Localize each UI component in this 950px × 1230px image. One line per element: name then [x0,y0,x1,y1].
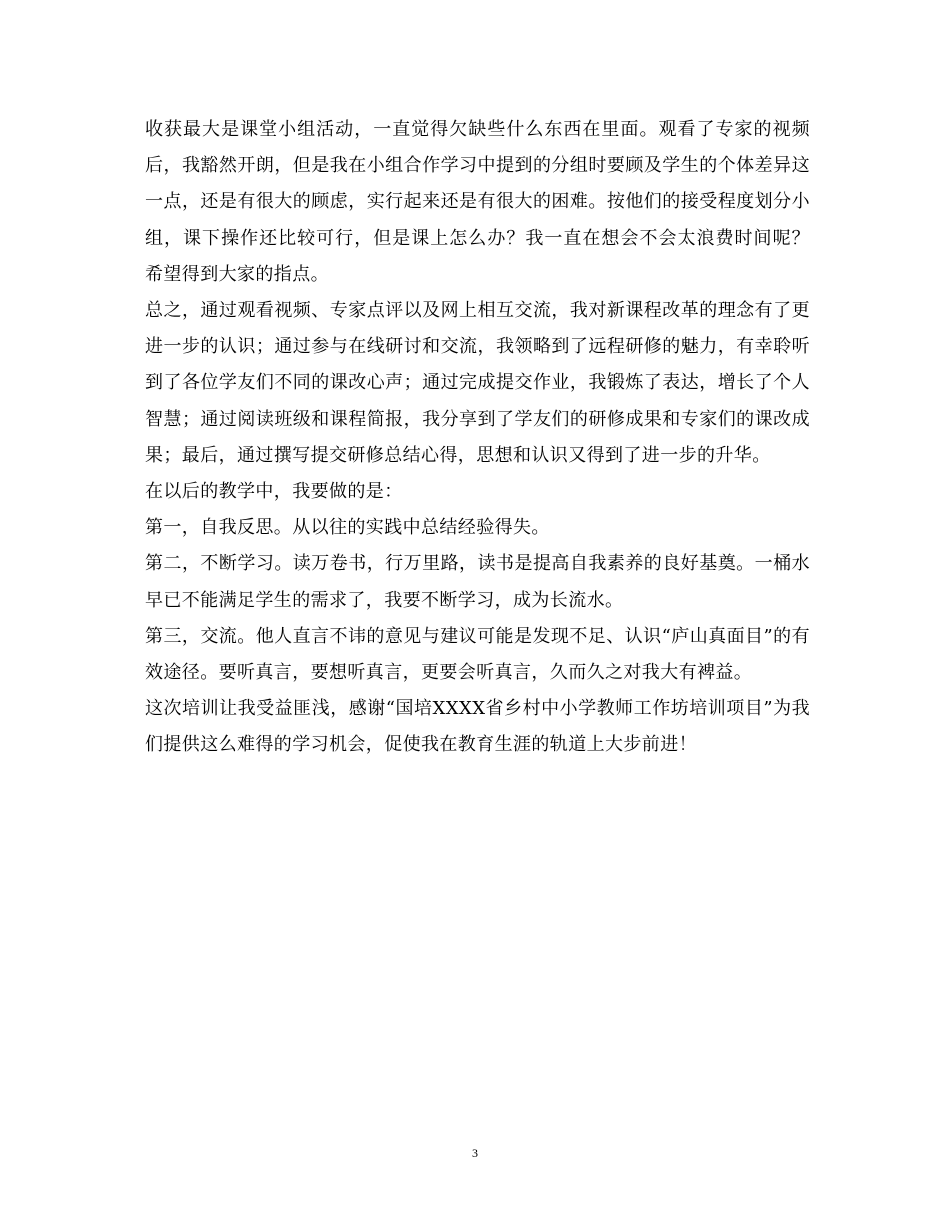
page-number: 3 [472,1146,478,1160]
paragraph-point-two: 第二，不断学习。读万卷书，行万里路，读书是提高自我素养的良好基奠。一桶水早已不能满足学生的需求了，我要不断学习，成为长流水。 [145,553,810,611]
paragraph-future-plan-intro: 在以后的教学中，我要做的是： [145,481,403,503]
document-body [145,112,810,764]
paragraph-classroom-group-activity: 收获最大是课堂小组活动，一直觉得欠缺些什么东西在里面。观看了专家的视频后，我豁然开朗，但是我在小组合作学习中提到的分组时要顾及学生的个体差异这一点，还是有很大的顾虑，实行起来还是有很大的困难。按他们的接受程度划分小组，课下操作还比较可行，但是课上怎么办？我一直在想会不会太浪费时间呢？ 希望得到大家的指点。 [145,119,810,285]
paragraph-summary: 总之，通过观看视频、专家点评以及网上相互交流，我对新课程改革的理念有了更进一步的认识；通过参与在线研讨和交流，我领略到了远程研修的魅力，有幸聆听到了各位学友们不同的课改心声；通过完成提交作业，我锻炼了表达，增长了个人智慧；通过阅读班级和课程简报，我分享到了学友们的研修成果和专家们的课改成果；最后，通过撰写提交研修总结心得，思想和认识又得到了进一步的升华。 [145,300,810,466]
paragraph-point-one: 第一，自我反思。从以往的实践中总结经验得失。 [145,517,550,539]
paragraph-closing-thanks: 这次培训让我受益匪浅，感谢“国培XXXX省乡村中小学教师工作坊培训项目”为我们提供这么难得的学习机会，促使我在教育生涯的轨道上大步前进！ [145,698,810,756]
paragraph-point-three: 第三，交流。他人直言不讳的意见与建议可能是发现不足、认识“庐山真面目”的有效途径。要听真言，要想听真言，更要会听真言，久而久之对我大有裨益。 [145,625,810,684]
